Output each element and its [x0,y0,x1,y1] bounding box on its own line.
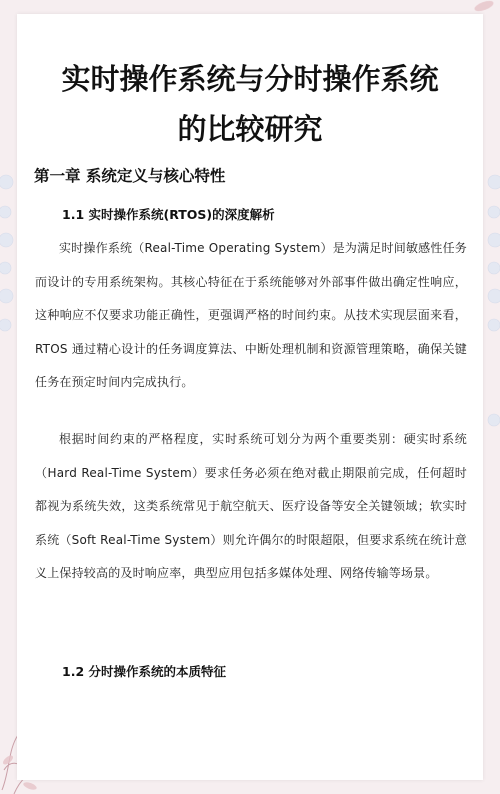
bubble-decoration [0,233,13,247]
bubble-decoration [488,262,500,274]
bubble-decoration [0,289,13,303]
document-title [17,54,483,154]
bubble-decoration [488,289,500,303]
bubble-decoration [488,233,500,247]
bubble-decoration [0,206,11,218]
bubble-decoration [488,414,500,426]
title-line-1: 实时操作系统与分时操作系统 [61,62,439,96]
paragraph-rtos-categories: 根据时间约束的严格程度，实时系统可划分为两个重要类别：硬实时系统（Hard Real-Time System）要求任务必须在绝对截止期限前完成，任何超时都视为系统失效，这类系统常见于航空航天、医疗设备等安全关键领域；软实时系统（Soft Real-Time System）则允许偶尔的时限超限，但要求系统在统计意义上保持较高的及时响应率，典型应用包括多媒体处理、网络传输等场景。 [35,432,467,580]
bubble-decoration [0,262,11,274]
bubble-decoration [0,319,11,331]
document-page [17,14,483,780]
bubble-decoration [488,206,500,218]
chapter-heading: 第一章 系统定义与核心特性 [34,167,226,185]
paragraph-rtos-definition: 实时操作系统（Real-Time Operating System）是为满足时间敏感性任务而设计的专用系统架构。其核心特征在于系统能够对外部事件做出确定性响应，这种响应不仅要求功能正确性，更强调严格的时间约束。从技术实现层面来看，RTOS 通过精心设计的任务调度算法、中断处理机制和资源管理策略，确保关键任务在预定时间内完成执行。 [35,241,467,389]
bubble-decoration [488,175,500,189]
bubble-decoration [488,319,500,331]
bubble-decoration [0,175,13,189]
section-heading-1-2: 1.2 分时操作系统的本质特征 [62,664,226,679]
title-line-2: 的比较研究 [177,112,323,146]
section-heading-1-1: 1.1 实时操作系统(RTOS)的深度解析 [62,207,275,222]
